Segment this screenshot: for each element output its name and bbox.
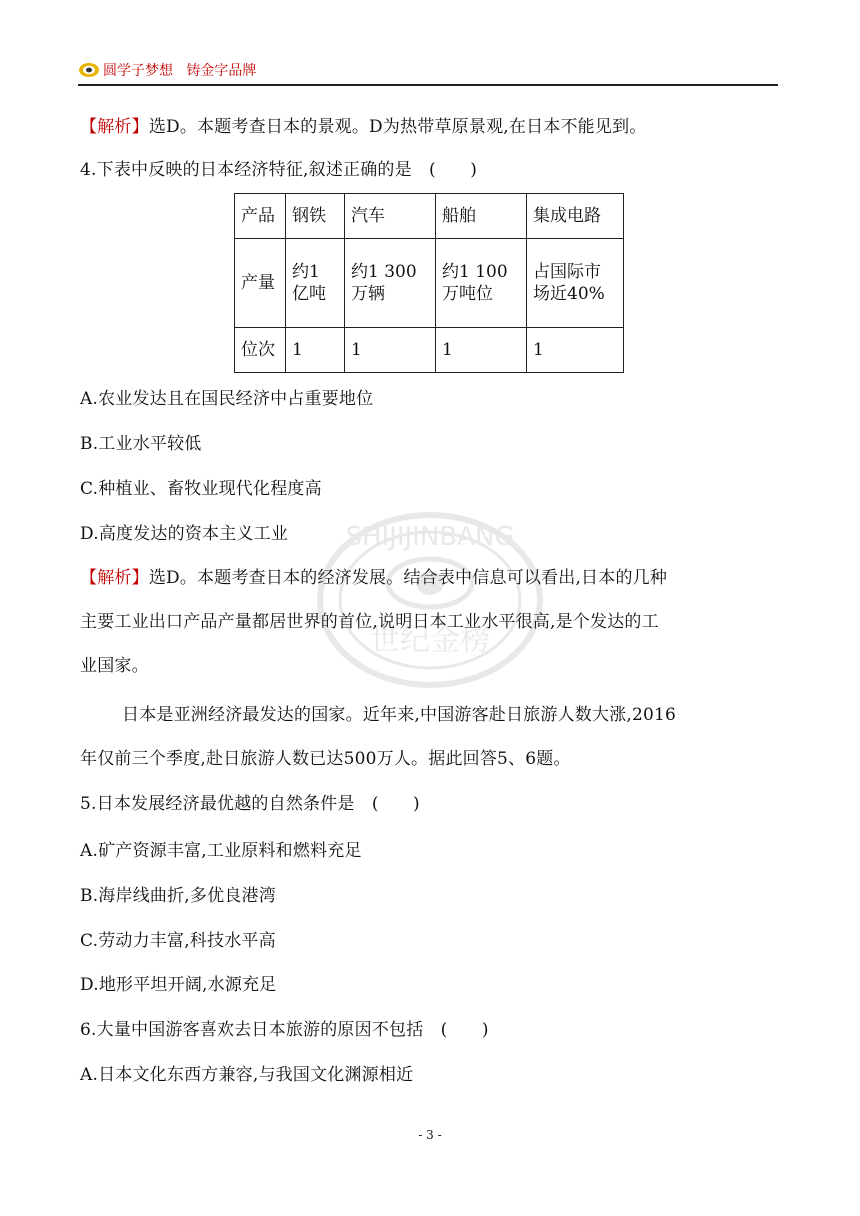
table-cell: 1	[527, 328, 624, 373]
table-cell: 1	[286, 328, 345, 373]
cell-line: 场近40%	[533, 284, 605, 304]
analysis-label: 【解析】	[80, 117, 149, 137]
table-row	[235, 328, 624, 373]
table-cell: 钢铁	[286, 194, 345, 239]
passage-line-2: 年仅前三个季度,赴日旅游人数已达500万人。据此回答5、6题。	[80, 749, 571, 769]
table-cell	[436, 239, 527, 328]
q4-stem: 4.下表中反映的日本经济特征,叙述正确的是 ( )	[80, 160, 478, 180]
table-cell	[527, 239, 624, 328]
passage-line-1: 日本是亚洲经济最发达的国家。近年来,中国游客赴日旅游人数大涨,2016	[122, 705, 677, 725]
q4-analysis-line-3: 业国家。	[80, 656, 149, 676]
analysis-text: 选D。本题考查日本的景观。D为热带草原景观,在日本不能见到。	[148, 117, 647, 137]
q4-analysis-line-2: 主要工业出口产品产量都居世界的首位,说明日本工业水平很高,是个发达的工	[80, 612, 659, 632]
production-table	[234, 193, 624, 373]
logo-icon	[78, 62, 100, 78]
cell-line: 亿吨	[292, 284, 326, 304]
cell-line: 约1	[292, 262, 320, 282]
q4-option-a: A.农业发达且在国民经济中占重要地位	[80, 389, 374, 409]
table-row	[235, 194, 624, 239]
q5-option-d: D.地形平坦开阔,水源充足	[80, 975, 277, 995]
table-cell: 1	[436, 328, 527, 373]
header-slogan: 圆学子梦想 铸金字品牌	[103, 63, 257, 79]
q4-option-d: D.高度发达的资本主义工业	[80, 524, 289, 544]
q5-stem: 5.日本发展经济最优越的自然条件是 ( )	[80, 794, 420, 814]
table-cell: 产量	[235, 239, 286, 328]
q5-option-a: A.矿产资源丰富,工业原料和燃料充足	[80, 841, 362, 861]
page-number: - 3 -	[418, 1128, 442, 1142]
cell-line: 占国际市	[533, 262, 601, 282]
page-header	[78, 62, 778, 86]
watermark-bottom-text: 世纪金榜	[370, 623, 490, 658]
table-cell: 汽车	[345, 194, 436, 239]
header-rule	[78, 84, 778, 86]
q4-option-b: B.工业水平较低	[80, 434, 202, 454]
table-row	[235, 239, 624, 328]
cell-line: 约1 300	[351, 262, 417, 282]
q5-option-c: C.劳动力丰富,科技水平高	[80, 931, 276, 951]
watermark-emblem	[250, 505, 610, 695]
table-cell: 产品	[235, 194, 286, 239]
q3-analysis	[80, 116, 646, 138]
table-cell: 集成电路	[527, 194, 624, 239]
q5-option-b: B.海岸线曲折,多优良港湾	[80, 886, 276, 906]
q6-option-a: A.日本文化东西方兼容,与我国文化渊源相近	[80, 1065, 414, 1085]
table-cell	[345, 239, 436, 328]
table-cell: 位次	[235, 328, 286, 373]
cell-line: 万辆	[351, 284, 385, 304]
cell-line: 万吨位	[442, 284, 493, 304]
q6-stem: 6.大量中国游客喜欢去日本旅游的原因不包括 ( )	[80, 1020, 489, 1040]
table-cell: 1	[345, 328, 436, 373]
table-cell	[286, 239, 345, 328]
cell-line: 约1 100	[442, 262, 508, 282]
analysis-text: 选D。本题考查日本的经济发展。结合表中信息可以看出,日本的几种	[148, 568, 668, 588]
table-cell: 船舶	[436, 194, 527, 239]
q4-analysis-line-1	[80, 567, 667, 589]
analysis-label: 【解析】	[80, 568, 149, 588]
watermark-top-text: SHIJIJINBANG	[345, 522, 515, 552]
q4-option-c: C.种植业、畜牧业现代化程度高	[80, 479, 322, 499]
